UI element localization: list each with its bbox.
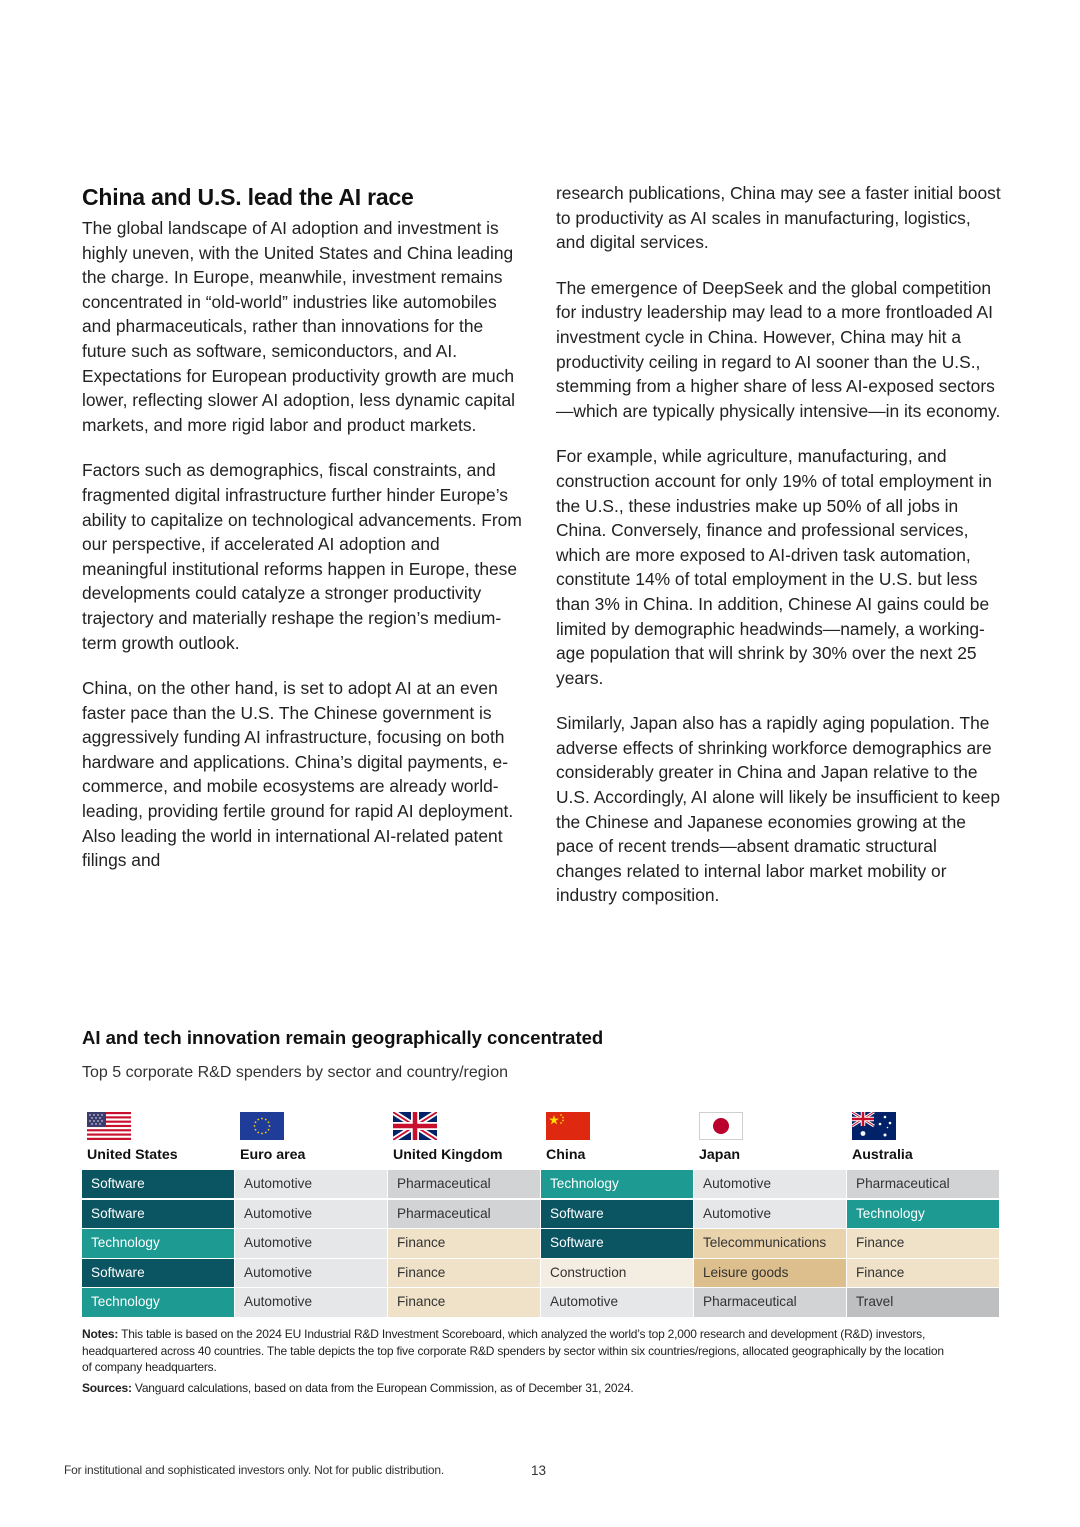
sector-cell: Finance bbox=[388, 1259, 540, 1287]
sector-cell: Automotive bbox=[235, 1259, 387, 1287]
footer-disclaimer: For institutional and sophisticated investors only. Not for public distribution. bbox=[64, 1463, 444, 1477]
country-name: Euro area bbox=[240, 1147, 306, 1163]
sector-cell: Pharmaceutical bbox=[388, 1200, 540, 1228]
sector-cell: Technology bbox=[82, 1229, 234, 1257]
sources-text: Vanguard calculations, based on data from the European Commission, as of December 31, 2024. bbox=[134, 1380, 634, 1395]
paragraph: research publications, China may see a faster initial boost to productivity as AI scales in manufacturing, logistics, and digital services. bbox=[556, 183, 1001, 253]
sector-cells bbox=[235, 1170, 387, 1318]
country-column-united-kingdom bbox=[388, 1112, 540, 1310]
eu-flag-icon bbox=[240, 1112, 284, 1140]
paragraph: The emergence of DeepSeek and the global competition for industry leadership may lead to a more frontloaded AI investment cycle in China. However, China may hit a productivity ceiling in regard to AI sooner than the U.S., stemming from a higher share of less AI-exposed sectors—which are typically physically intensive—in its economy. bbox=[556, 277, 1001, 421]
sector-cell: Software bbox=[541, 1200, 693, 1228]
sector-cell: Software bbox=[82, 1200, 234, 1228]
country-name: China bbox=[546, 1147, 586, 1163]
country-name: United Kingdom bbox=[393, 1147, 503, 1163]
country-column-united-states bbox=[82, 1112, 234, 1310]
sector-cell: Software bbox=[82, 1170, 234, 1198]
japan-flag-icon bbox=[699, 1112, 743, 1140]
sector-cell: Pharmaceutical bbox=[388, 1170, 540, 1198]
page-number: 13 bbox=[531, 1463, 547, 1478]
australia-flag-icon bbox=[852, 1112, 896, 1140]
sector-cell: Technology bbox=[82, 1288, 234, 1316]
notes-text: This table is based on the 2024 EU Industrial R&D Investment Scoreboard, which analyzed the world’s top 2,000 research and development (R&D) investors, headquartered across 40 countries. The table depicts the top five corporate R&D spenders by sector within six countries/regions, allocated geographically by the location of company headquarters. bbox=[82, 1327, 944, 1374]
left-column bbox=[82, 182, 527, 894]
sector-cell: Software bbox=[82, 1259, 234, 1287]
paragraph: China, on the other hand, is set to adopt AI at an even faster pace than the U.S. The Chinese government is aggressively funding AI infrastructure, focusing on both hardware and applications. China’s digital payments, e-commerce, and mobile ecosystems are already world-leading, providing fertile ground for rapid AI deployment. Also leading the world in international AI-related patent filings and bbox=[82, 678, 514, 871]
sector-cell: Finance bbox=[388, 1229, 540, 1257]
right-column bbox=[556, 181, 1001, 929]
sector-cell: Construction bbox=[541, 1259, 693, 1287]
sector-cells bbox=[847, 1170, 999, 1318]
sector-cell: Automotive bbox=[694, 1200, 846, 1228]
notes-paragraph bbox=[82, 1326, 952, 1376]
country-name: Japan bbox=[699, 1147, 741, 1163]
exhibit bbox=[82, 1024, 998, 1310]
sources-paragraph bbox=[82, 1380, 952, 1397]
sector-cells bbox=[694, 1170, 846, 1318]
section-heading: China and U.S. lead the AI race bbox=[82, 184, 414, 210]
sector-cell: Finance bbox=[847, 1259, 999, 1287]
us-flag-icon bbox=[87, 1112, 131, 1140]
exhibit-subtitle: Top 5 corporate R&D spenders by sector and country/region bbox=[82, 1064, 509, 1081]
country-name: United States bbox=[87, 1147, 178, 1163]
sector-cell: Finance bbox=[847, 1229, 999, 1257]
sector-cells bbox=[541, 1170, 693, 1318]
sector-cell: Pharmaceutical bbox=[694, 1288, 846, 1316]
china-flag-icon bbox=[546, 1112, 590, 1140]
sector-cell: Telecommunications bbox=[694, 1229, 846, 1257]
sources-label: Sources: bbox=[82, 1380, 132, 1395]
sector-cell: Technology bbox=[541, 1170, 693, 1198]
exhibit-title: AI and tech innovation remain geographically concentrated bbox=[82, 1027, 604, 1048]
uk-flag-icon bbox=[393, 1112, 437, 1140]
country-column-euro-area bbox=[235, 1112, 387, 1310]
sector-cell: Software bbox=[541, 1229, 693, 1257]
sector-cell: Automotive bbox=[235, 1200, 387, 1228]
sector-cell: Automotive bbox=[235, 1229, 387, 1257]
sector-cells bbox=[388, 1170, 540, 1318]
sector-cell: Automotive bbox=[235, 1170, 387, 1198]
paragraph: Factors such as demographics, fiscal constraints, and fragmented digital infrastructure further hinder Europe’s ability to capitalize on technological advancements. From our perspective, if accelerated AI adoption and meaningful institutional reforms happen in Europe, these developments could catalyze a stronger productivity trajectory and materially reshape the region’s medium-term growth outlook. bbox=[82, 460, 522, 653]
exhibit-notes bbox=[82, 1326, 952, 1400]
country-column-china bbox=[541, 1112, 693, 1310]
sector-cell: Pharmaceutical bbox=[847, 1170, 999, 1198]
sector-cell: Technology bbox=[847, 1200, 999, 1228]
paragraph: Similarly, Japan also has a rapidly aging population. The adverse effects of shrinking workforce demographics are considerably greater in China and Japan relative to the U.S. Accordingly, AI alone will likely be insufficient to keep the Chinese and Japanese economies growing at the pace of recent trends—absent dramatic structural changes related to internal labor market mobility or industry composition. bbox=[556, 713, 1001, 906]
paragraph: The global landscape of AI adoption and investment is highly uneven, with the United States and China leading the charge. In Europe, meanwhile, investment remains concentrated in “old-world” industries like automobiles and pharmaceuticals, rather than innovations for the future such as software, semiconductors, and AI. Expectations for European productivity growth are much lower, reflecting slower AI adoption, less dynamic capital markets, and more rigid labor and product markets. bbox=[82, 218, 516, 435]
sector-cells bbox=[82, 1170, 234, 1318]
sector-cell: Automotive bbox=[235, 1288, 387, 1316]
country-column-japan bbox=[694, 1112, 846, 1310]
paragraph: For example, while agriculture, manufacturing, and construction account for only 19% of total employment in the U.S., these industries make up 50% of all jobs in China. Conversely, finance and professional services, which are more exposed to AI-driven task automation, constitute 14% of total employment in the U.S. but less than 3% in China. In addition, Chinese AI gains could be limited by demographic headwinds—namely, a working-age population that will shrink by 30% over the next 25 years. bbox=[556, 446, 992, 688]
country-name: Australia bbox=[852, 1147, 913, 1163]
sector-cell: Travel bbox=[847, 1288, 999, 1316]
sector-cell: Automotive bbox=[541, 1288, 693, 1316]
notes-label: Notes: bbox=[82, 1327, 119, 1341]
sector-cell: Finance bbox=[388, 1288, 540, 1316]
country-column-australia bbox=[847, 1112, 999, 1310]
sector-cell: Leisure goods bbox=[694, 1259, 846, 1287]
sector-cell: Automotive bbox=[694, 1170, 846, 1198]
